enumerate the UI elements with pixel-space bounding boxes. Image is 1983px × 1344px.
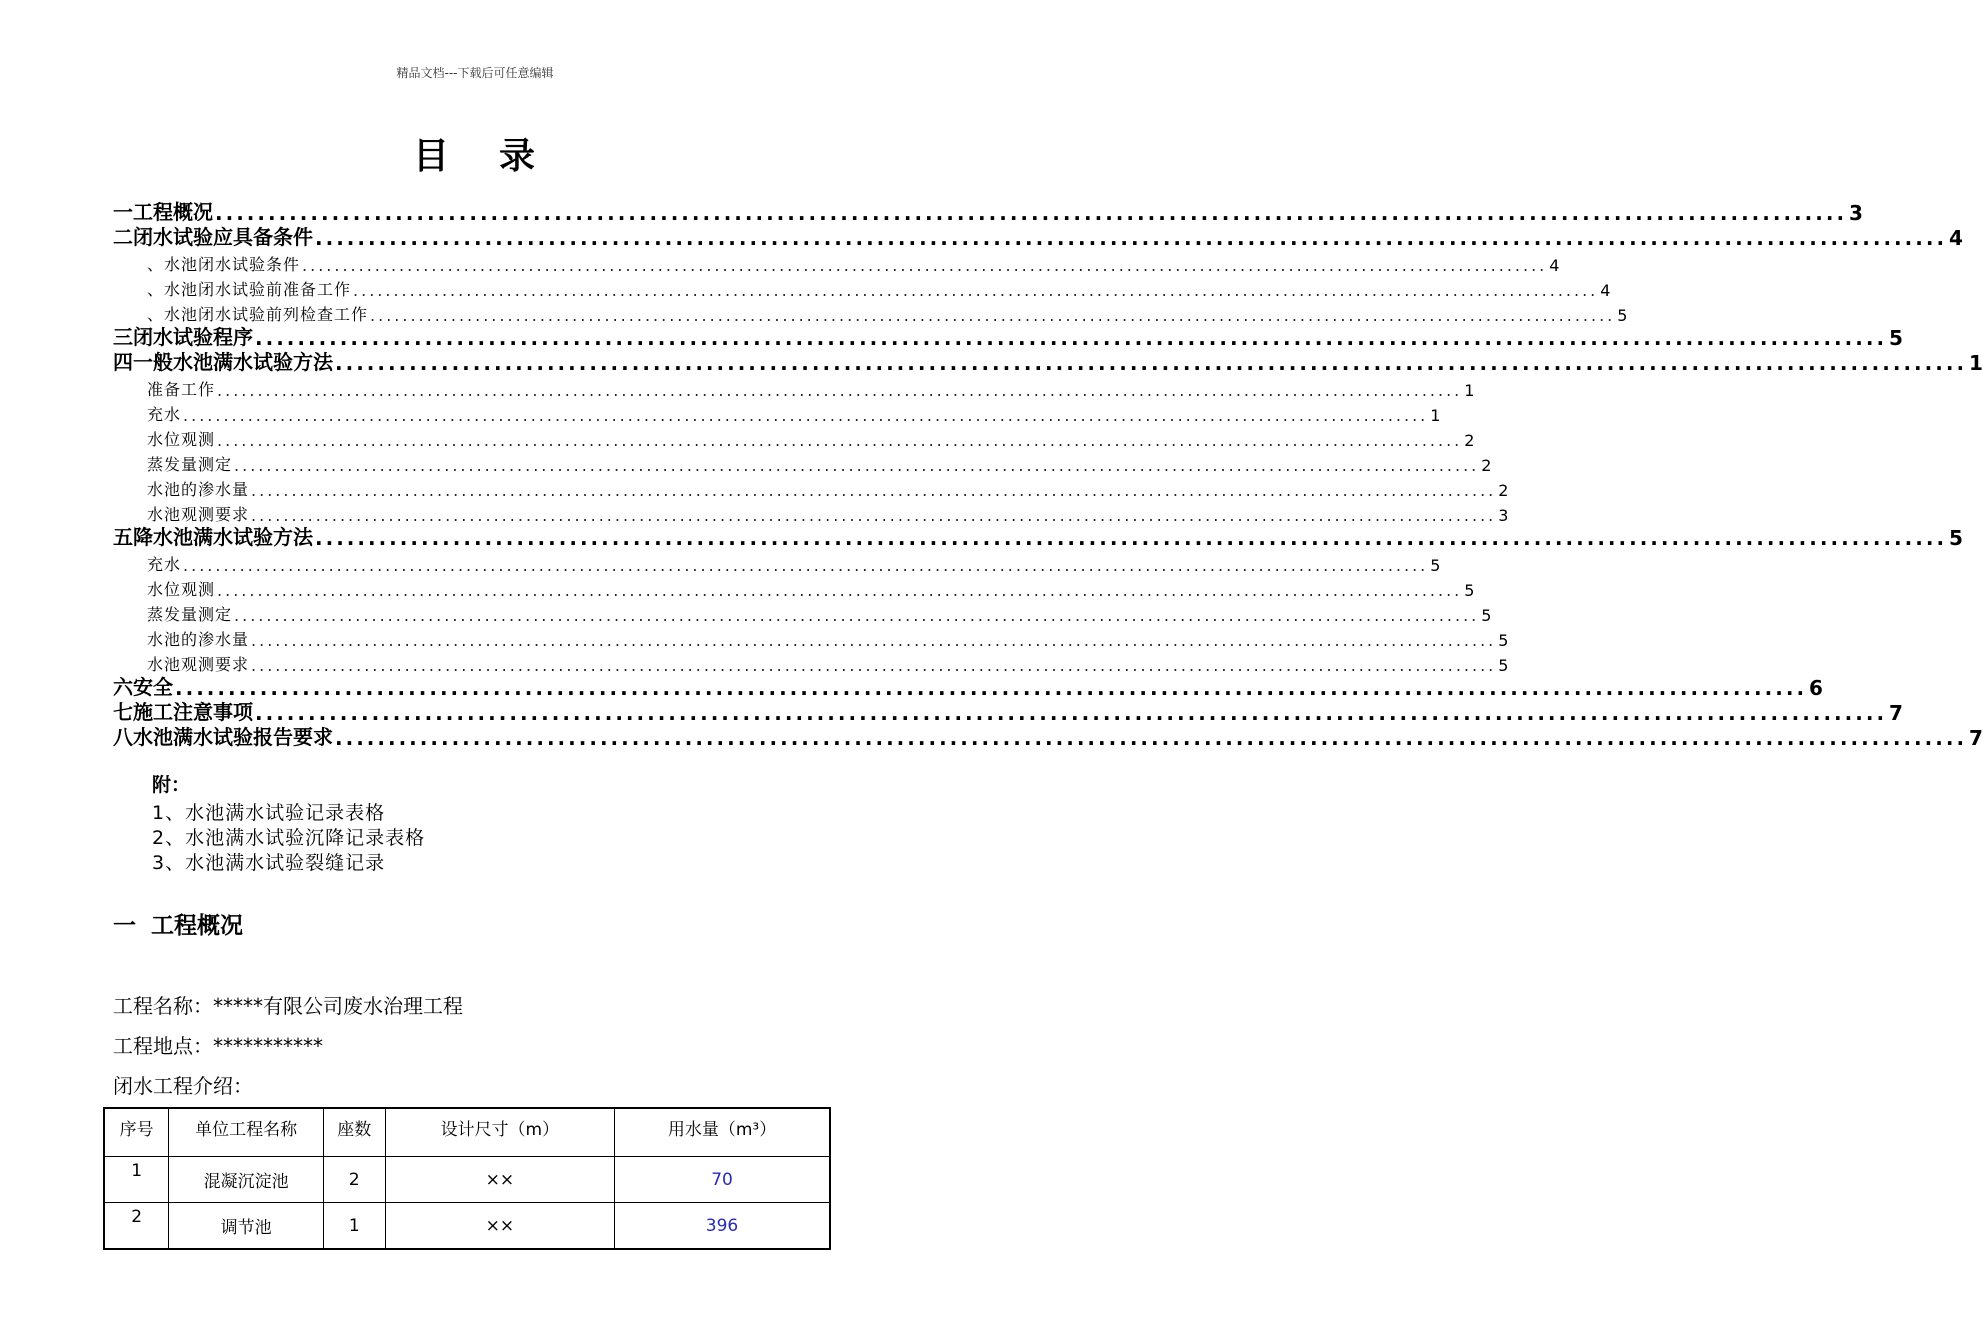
toc-subentry[interactable] bbox=[113, 650, 1510, 675]
toc-entry[interactable]: 八 水池满水试验报告要求 .......................................................................................................................................................... 7 bbox=[113, 725, 837, 750]
table-row bbox=[104, 1157, 830, 1203]
toc-subentry[interactable] bbox=[113, 625, 1510, 650]
toc-entry-title: 闭水试验程序 bbox=[133, 325, 253, 349]
toc-subentry[interactable] bbox=[113, 600, 1493, 625]
appendix-item: 1、水池满水试验记录表格 bbox=[152, 802, 386, 824]
toc-entry[interactable]: 四 一般水池满水试验方法 .......................................................................................................................................................... 1 bbox=[113, 350, 837, 375]
toc-entry[interactable]: 五 降水池满水试验方法 .......................................................................................................................................................... 5 bbox=[113, 525, 837, 550]
table-of-contents bbox=[113, 200, 1983, 750]
toc-subentry[interactable] bbox=[113, 550, 1442, 575]
toc-entry-title: 水池满水试验报告要求 bbox=[133, 725, 333, 749]
toc-page-number: 7 bbox=[1969, 726, 1983, 750]
cell-index: 1 bbox=[104, 1157, 169, 1203]
toc-leader-dots: .......................................................................................................................................................... bbox=[251, 506, 1497, 525]
toc-leader-dots: .......................................................................................................................................................... bbox=[315, 526, 1948, 550]
toc-entry-title: 准备工作 bbox=[147, 380, 216, 399]
toc-leader-dots: .......................................................................................................................................................... bbox=[251, 481, 1497, 500]
toc-leader-dots: .......................................................................................................................................................... bbox=[315, 226, 1948, 250]
toc-page-number: 6 bbox=[1809, 676, 1823, 700]
toc-entry-title: 、水池闭水试验前列检查工作 bbox=[147, 305, 369, 324]
toc-entry[interactable]: 三 闭水试验程序 .......................................................................................................................................................... 5 bbox=[113, 325, 837, 350]
toc-entry-title: 工程概况 bbox=[133, 200, 213, 224]
toc-leader-dots: .......................................................................................................................................................... bbox=[234, 606, 1480, 625]
toc-entry[interactable]: 一 工程概况 .......................................................................................................................................................... 3 bbox=[113, 200, 837, 225]
cell-name: 混凝沉淀池 bbox=[169, 1157, 324, 1203]
toc-entry-title: 闭水试验应具备条件 bbox=[133, 225, 313, 249]
section-title: 工程概况 bbox=[151, 913, 243, 939]
toc-leader-dots: .......................................................................................................................................................... bbox=[215, 201, 1848, 225]
toc-page-number: 5 bbox=[1430, 556, 1442, 575]
toc-page-number: 3 bbox=[1498, 506, 1510, 525]
toc-entry-title: 水池的渗水量 bbox=[147, 630, 250, 649]
appendix bbox=[152, 770, 425, 873]
cell-count: 1 bbox=[323, 1203, 385, 1250]
toc-entry-title: 蒸发量测定 bbox=[147, 605, 233, 624]
toc-entry-title: 安全 bbox=[133, 675, 173, 699]
toc-entry-title: 水池的渗水量 bbox=[147, 480, 250, 499]
toc-page-number: 2 bbox=[1498, 481, 1510, 500]
toc-entry-title: 充水 bbox=[147, 555, 182, 574]
toc-subentry[interactable] bbox=[113, 475, 1510, 500]
table-header-row bbox=[104, 1108, 830, 1157]
column-header-name: 单位工程名称 bbox=[169, 1108, 324, 1157]
cell-water: 396 bbox=[615, 1203, 830, 1250]
toc-page-number: 5 bbox=[1498, 631, 1510, 650]
appendix-title: 附： bbox=[152, 774, 191, 796]
toc-entry-title: 施工注意事项 bbox=[133, 700, 253, 724]
toc-subentry[interactable] bbox=[113, 575, 1476, 600]
appendix-item: 2、水池满水试验沉降记录表格 bbox=[152, 827, 426, 849]
toc-subentry[interactable] bbox=[113, 250, 1561, 275]
toc-subentry[interactable] bbox=[113, 450, 1493, 475]
toc-entry-title: 水池观测要求 bbox=[147, 505, 250, 524]
toc-page-number: 1 bbox=[1464, 381, 1476, 400]
project-table bbox=[103, 1107, 831, 1250]
toc-entry-title: 水池观测要求 bbox=[147, 655, 250, 674]
page-header: 精品文档---下载后可任意编辑 bbox=[396, 66, 554, 80]
toc-page-number: 5 bbox=[1481, 606, 1493, 625]
toc-subentry[interactable] bbox=[113, 375, 1476, 400]
toc-leader-dots: .......................................................................................................................................................... bbox=[251, 631, 1497, 650]
toc-subentry[interactable] bbox=[113, 425, 1476, 450]
toc-page-number: 2 bbox=[1481, 456, 1493, 475]
toc-page-number: 1 bbox=[1969, 351, 1983, 375]
toc-entry[interactable]: 二 闭水试验应具备条件 .......................................................................................................................................................... 4 bbox=[113, 225, 837, 250]
toc-entry-title: 充水 bbox=[147, 405, 182, 424]
toc-page-number: 4 bbox=[1600, 281, 1612, 300]
toc-leader-dots: .......................................................................................................................................................... bbox=[335, 351, 1968, 375]
toc-entry-title: 蒸发量测定 bbox=[147, 455, 233, 474]
table-row bbox=[104, 1203, 830, 1250]
cell-size: ×× bbox=[385, 1203, 614, 1250]
toc-leader-dots: .......................................................................................................................................................... bbox=[335, 726, 1968, 750]
toc-entry-title: 降水池满水试验方法 bbox=[133, 525, 313, 549]
toc-page-number: 1 bbox=[1430, 406, 1442, 425]
toc-leader-dots: .......................................................................................................................................................... bbox=[255, 326, 1888, 350]
toc-page-number: 4 bbox=[1549, 256, 1561, 275]
toc-entry-title: 、水池闭水试验条件 bbox=[147, 255, 301, 274]
toc-leader-dots: .......................................................................................................................................................... bbox=[302, 256, 1548, 275]
project-name: 工程名称：*****有限公司废水治理工程 bbox=[113, 994, 463, 1018]
toc-title-char-1: 目 bbox=[412, 136, 451, 177]
column-header-water: 用水量（m³） bbox=[615, 1108, 830, 1157]
section-heading: 一 工程概况 bbox=[113, 913, 243, 939]
toc-page-number: 2 bbox=[1464, 431, 1476, 450]
cell-index: 2 bbox=[104, 1203, 169, 1250]
toc-title-char-2: 录 bbox=[499, 136, 538, 177]
toc-page-number: 5 bbox=[1889, 326, 1903, 350]
project-location: 工程地点：*********** bbox=[113, 1034, 323, 1058]
toc-page-number: 5 bbox=[1498, 656, 1510, 675]
toc-page-number: 3 bbox=[1849, 201, 1863, 225]
column-header-count: 座数 bbox=[323, 1108, 385, 1157]
toc-title bbox=[0, 128, 950, 179]
toc-entry[interactable]: 七 施工注意事项 .......................................................................................................................................................... 7 bbox=[113, 700, 837, 725]
toc-leader-dots: .......................................................................................................................................................... bbox=[255, 701, 1888, 725]
toc-leader-dots: .......................................................................................................................................................... bbox=[183, 406, 1429, 425]
toc-entry-title: 水位观测 bbox=[147, 580, 216, 599]
toc-entry-title: 一般水池满水试验方法 bbox=[133, 350, 333, 374]
appendix-item: 3、水池满水试验裂缝记录 bbox=[152, 852, 386, 874]
cell-water: 70 bbox=[615, 1157, 830, 1203]
toc-leader-dots: .......................................................................................................................................................... bbox=[217, 431, 1463, 450]
toc-page-number: 5 bbox=[1464, 581, 1476, 600]
column-header-index: 序号 bbox=[104, 1108, 169, 1157]
column-header-size: 设计尺寸（m） bbox=[385, 1108, 614, 1157]
toc-page-number: 5 bbox=[1949, 526, 1963, 550]
toc-entry[interactable]: 六 安全 .......................................................................................................................................................... 6 bbox=[113, 675, 837, 700]
toc-leader-dots: .......................................................................................................................................................... bbox=[175, 676, 1808, 700]
toc-leader-dots: .......................................................................................................................................................... bbox=[353, 281, 1599, 300]
toc-leader-dots: .......................................................................................................................................................... bbox=[217, 581, 1463, 600]
toc-page-number: 7 bbox=[1889, 701, 1903, 725]
toc-entry-title: 水位观测 bbox=[147, 430, 216, 449]
toc-page-number: 5 bbox=[1617, 306, 1629, 325]
project-intro: 闭水工程介绍： bbox=[113, 1074, 253, 1098]
toc-leader-dots: .......................................................................................................................................................... bbox=[234, 456, 1480, 475]
toc-leader-dots: .......................................................................................................................................................... bbox=[217, 381, 1463, 400]
toc-leader-dots: .......................................................................................................................................................... bbox=[251, 656, 1497, 675]
cell-name: 调节池 bbox=[169, 1203, 324, 1250]
toc-entry-title: 、水池闭水试验前准备工作 bbox=[147, 280, 352, 299]
toc-leader-dots: .......................................................................................................................................................... bbox=[183, 556, 1429, 575]
cell-count: 2 bbox=[323, 1157, 385, 1203]
toc-subentry[interactable] bbox=[113, 400, 1442, 425]
toc-leader-dots: .......................................................................................................................................................... bbox=[370, 306, 1616, 325]
toc-subentry[interactable] bbox=[113, 275, 1612, 300]
toc-page-number: 4 bbox=[1949, 226, 1963, 250]
cell-size: ×× bbox=[385, 1157, 614, 1203]
